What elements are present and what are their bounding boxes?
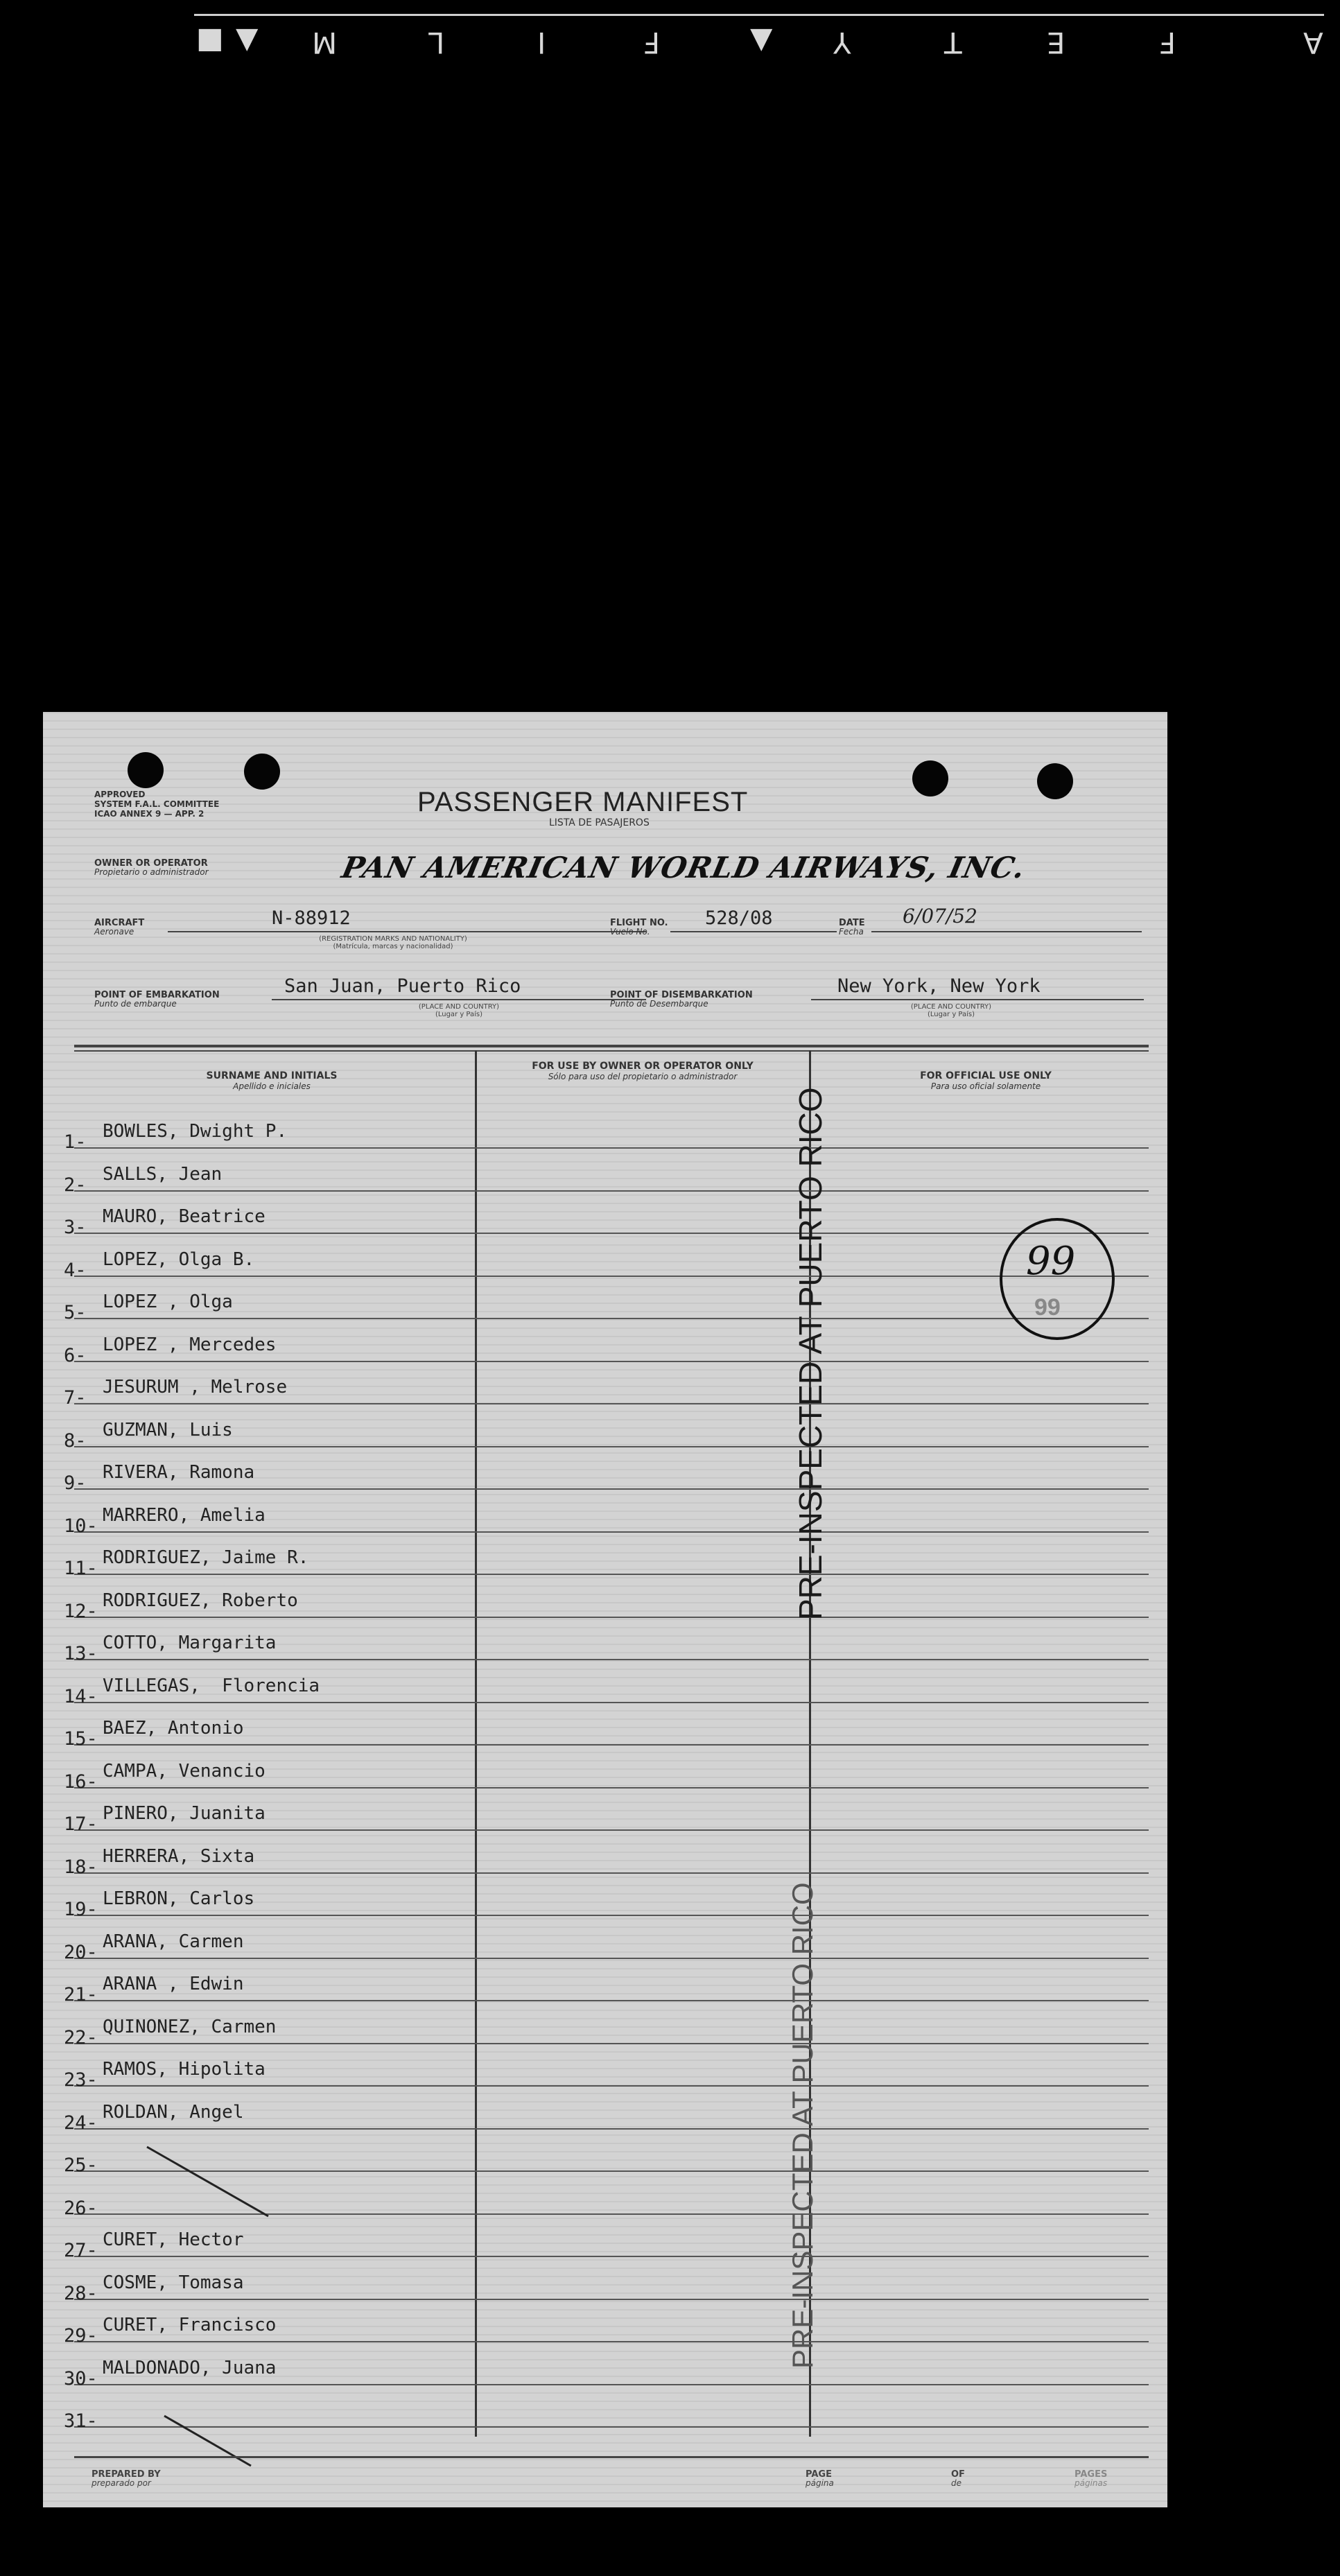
aircraft-label — [94, 919, 144, 937]
date-value: 6/07/52 — [903, 905, 977, 928]
row-number: 26- — [64, 2197, 98, 2219]
place-caption-en: (PLACE AND COUNTRY) — [418, 1003, 500, 1011]
names-header-en: SURNAME AND INITIALS — [206, 1070, 338, 1081]
row-number: 25- — [64, 2155, 98, 2176]
row-number: 17- — [64, 1813, 98, 1835]
passenger-name: CURET, Francisco — [103, 2315, 277, 2335]
punch-hole — [912, 760, 948, 797]
embarkation-place-caption — [383, 1003, 535, 1018]
passenger-name: CURET, Hector — [103, 2229, 244, 2250]
film-char: ▲ — [750, 26, 773, 60]
row-number: 28- — [64, 2282, 98, 2304]
row-number: 24- — [64, 2112, 98, 2134]
passenger-name: HERRERA, Sixta — [103, 1845, 255, 1867]
names-column-header — [154, 1071, 390, 1092]
row-rule — [74, 1574, 1149, 1575]
of-label — [951, 2470, 965, 2488]
registration-caption-es: (Matrícula, marcas y nacionalidad) — [333, 943, 453, 950]
row-rule — [74, 2085, 1149, 2087]
prepared-by-label — [92, 2470, 161, 2488]
film-char: M — [312, 26, 338, 60]
page-label-es: página — [806, 2478, 834, 2488]
owner-header-en: FOR USE BY OWNER OR OPERATOR ONLY — [532, 1061, 754, 1072]
disembarkation-place-caption — [875, 1003, 1027, 1018]
registration-caption-en: (REGISTRATION MARKS AND NATIONALITY) — [319, 935, 467, 943]
row-number: 27- — [64, 2240, 98, 2261]
row-rule — [74, 2000, 1149, 2001]
pages-label-en: PAGES — [1074, 2469, 1108, 2480]
row-number: 31- — [64, 2410, 98, 2432]
passenger-name: PINERO, Juanita — [103, 1803, 266, 1824]
embarkation-label-es: Punto de embarque — [94, 999, 177, 1009]
passenger-name: COSME, Tomasa — [103, 2272, 244, 2293]
row-rule — [74, 1403, 1149, 1404]
film-char: T — [944, 26, 962, 60]
punch-hole — [128, 752, 164, 788]
of-label-es: de — [951, 2478, 962, 2488]
passenger-name: RIVERA, Ramona — [103, 1462, 255, 1483]
date-label-en: DATE — [839, 918, 865, 928]
row-rule — [74, 1744, 1149, 1746]
page-subtitle: LISTA DE PASAJEROS — [549, 817, 650, 828]
row-rule — [74, 1617, 1149, 1618]
owner-column-header — [501, 1061, 785, 1082]
passenger-name: LOPEZ, Olga B. — [103, 1248, 255, 1270]
place-caption-en: (PLACE AND COUNTRY) — [910, 1003, 992, 1011]
embarkation-label-en: POINT OF EMBARKATION — [94, 990, 220, 1000]
embarkation-label — [94, 991, 220, 1009]
disembarkation-underline — [811, 999, 1144, 1000]
film-char: Y — [833, 26, 851, 60]
disembarkation-label-en: POINT OF DISEMBARKATION — [610, 990, 753, 1000]
row-number: 13- — [64, 1643, 98, 1664]
owner-label — [94, 859, 209, 877]
passenger-name: RODRIGUEZ, Jaime R. — [103, 1547, 309, 1568]
film-char: F — [643, 26, 661, 60]
pages-label-es: páginas — [1074, 2478, 1108, 2488]
count-handwritten: 99 — [1026, 1239, 1076, 1284]
strike-line — [147, 2147, 268, 2216]
row-rule — [74, 1190, 1149, 1192]
row-number: 22- — [64, 2026, 98, 2048]
row-number: 30- — [64, 2367, 98, 2390]
preinspection-stamp: PRE-INSPECTED AT PUERTO RICO — [786, 1882, 819, 2369]
film-rule — [194, 14, 1324, 16]
row-rule — [74, 1233, 1149, 1234]
row-number: 29- — [64, 2325, 98, 2347]
row-number: 20- — [64, 1941, 98, 1963]
row-rule — [74, 1958, 1149, 1959]
disembarkation-label — [610, 991, 753, 1009]
registration-caption — [272, 935, 514, 950]
date-underline — [871, 931, 1142, 932]
punch-hole — [1037, 763, 1073, 799]
row-number: 11- — [64, 1558, 98, 1579]
disembarkation-value: New York, New York — [837, 975, 1041, 997]
row-number: 18- — [64, 1856, 98, 1878]
passenger-name: SALLS, Jean — [103, 1163, 223, 1185]
passenger-name: LOPEZ , Olga — [103, 1291, 233, 1312]
flight-value: 528/08 — [705, 907, 773, 929]
row-rule — [74, 1787, 1149, 1789]
table-top-rule — [74, 1045, 1149, 1047]
row-number: 2- — [64, 1174, 87, 1196]
owner-header-es: Sólo para uso del propietario o administrador — [548, 1072, 738, 1081]
flight-label-en: FLIGHT NO. — [610, 918, 668, 928]
passenger-name: RODRIGUEZ, Roberto — [103, 1590, 298, 1611]
row-rule — [74, 1702, 1149, 1703]
prepared-label-en: PREPARED BY — [92, 2469, 161, 2480]
embarkation-underline — [272, 999, 646, 1000]
row-rule — [74, 1915, 1149, 1916]
preinspection-stamp: PRE-INSPECTED AT PUERTO RICO — [792, 1087, 828, 1620]
row-rule — [74, 2043, 1149, 2044]
passenger-name: GUZMAN, Luis — [103, 1419, 233, 1441]
passenger-name: JESURUM , Melrose — [103, 1377, 288, 1398]
footer-rule — [74, 2456, 1149, 2458]
manifest-page — [43, 712, 1167, 2507]
passenger-name: MARRERO, Amelia — [103, 1504, 266, 1526]
passenger-name: ARANA, Carmen — [103, 1931, 244, 1952]
disembarkation-label-es: Punto de Desembarque — [610, 999, 708, 1009]
row-rule — [74, 1276, 1149, 1277]
row-number: 16- — [64, 1770, 98, 1793]
official-column-header — [875, 1071, 1097, 1092]
row-number: 8- — [64, 1429, 87, 1452]
row-number: 21- — [64, 1984, 98, 2005]
row-number: 23- — [64, 2069, 98, 2091]
passenger-name: MALDONADO, Juana — [103, 2357, 277, 2378]
owner-label-en: OWNER OR OPERATOR — [94, 858, 208, 869]
film-char: E — [1047, 26, 1065, 60]
place-caption-es: (Lugar y País) — [435, 1011, 483, 1018]
prepared-label-es: preparado por — [92, 2478, 151, 2488]
row-rule — [74, 1446, 1149, 1447]
film-char: ▲ — [236, 26, 259, 60]
passenger-name: QUINONEZ, Carmen — [103, 2016, 277, 2037]
film-char: I — [537, 26, 546, 60]
aircraft-label-es: Aeronave — [94, 927, 134, 937]
strike-line — [164, 2416, 251, 2466]
row-rule — [74, 1531, 1149, 1533]
operator-name: PAN AMERICAN WORLD AIRWAYS, INC. — [338, 851, 1029, 885]
passenger-name: LEBRON, Carlos — [103, 1888, 255, 1909]
approval-line: SYSTEM F.A.L. COMMITTEE — [94, 799, 220, 809]
row-number: 19- — [64, 1899, 98, 1920]
row-number: 15- — [64, 1728, 98, 1750]
page-label-en: PAGE — [806, 2469, 832, 2480]
row-rule — [74, 1361, 1149, 1362]
official-header-en: FOR OFFICIAL USE ONLY — [920, 1070, 1052, 1081]
flight-label-es: Vuelo No. — [610, 927, 650, 937]
aircraft-label-en: AIRCRAFT — [94, 918, 145, 928]
passenger-name: LOPEZ , Mercedes — [103, 1334, 277, 1355]
row-number: 10- — [64, 1515, 98, 1537]
approval-line: ICAO ANNEX 9 — APP. 2 — [94, 809, 205, 819]
row-rule — [74, 1659, 1149, 1660]
passenger-name: VILLEGAS, Florencia — [103, 1675, 320, 1696]
count-stamped: 99 — [1034, 1294, 1061, 1321]
passenger-name: BOWLES, Dwight P. — [103, 1121, 288, 1142]
film-char: A — [1303, 26, 1323, 60]
aircraft-underline — [168, 931, 646, 932]
blank-row-strike-marks — [105, 2098, 334, 2473]
film-char: ■ — [196, 26, 224, 60]
column-divider — [475, 1050, 477, 2437]
place-caption-es: (Lugar y País) — [927, 1011, 975, 1018]
row-rule — [74, 1147, 1149, 1149]
owner-label-es: Propietario o administrador — [94, 867, 209, 877]
of-label-en: OF — [951, 2469, 965, 2480]
page-label — [806, 2470, 834, 2488]
row-number: 5- — [64, 1302, 87, 1323]
flight-underline — [670, 931, 837, 932]
aircraft-value: N-88912 — [272, 907, 351, 929]
names-header-es: Apellido e iniciales — [233, 1081, 311, 1091]
approval-line: APPROVED — [94, 790, 146, 799]
row-number: 6- — [64, 1344, 87, 1366]
row-number: 4- — [64, 1259, 87, 1281]
row-number: 14- — [64, 1685, 98, 1707]
pages-label — [1074, 2470, 1107, 2488]
row-number: 7- — [64, 1387, 87, 1409]
official-header-es: Para uso oficial solamente — [930, 1081, 1041, 1091]
row-number: 3- — [64, 1217, 87, 1238]
passenger-name: ROLDAN, Angel — [103, 2101, 244, 2123]
date-label-es: Fecha — [839, 927, 864, 937]
row-rule — [74, 1488, 1149, 1490]
flight-label — [610, 919, 668, 937]
passenger-name: BAEZ, Antonio — [103, 1718, 244, 1739]
row-number: 1- — [64, 1131, 87, 1153]
page-title: PASSENGER MANIFEST — [417, 787, 749, 817]
microfilm-header-strip — [0, 0, 1340, 76]
row-rule — [74, 1872, 1149, 1874]
punch-hole — [244, 754, 280, 790]
row-rule — [74, 1318, 1149, 1319]
row-number: 9- — [64, 1472, 87, 1494]
passenger-name: ARANA , Edwin — [103, 1974, 244, 1994]
passenger-name: COTTO, Margarita — [103, 1633, 277, 1653]
row-number: 12- — [64, 1600, 98, 1622]
film-char: F — [1159, 26, 1176, 60]
embarkation-value: San Juan, Puerto Rico — [284, 975, 521, 997]
row-rule — [74, 1829, 1149, 1831]
table-top-rule-thin — [74, 1050, 1149, 1052]
date-label — [839, 919, 865, 937]
passenger-name: CAMPA, Venancio — [103, 1760, 266, 1782]
passenger-name: RAMOS, Hipolita — [103, 2059, 266, 2080]
passenger-name: MAURO, Beatrice — [103, 1206, 266, 1227]
film-char: L — [428, 26, 445, 60]
approval-note — [94, 790, 219, 819]
